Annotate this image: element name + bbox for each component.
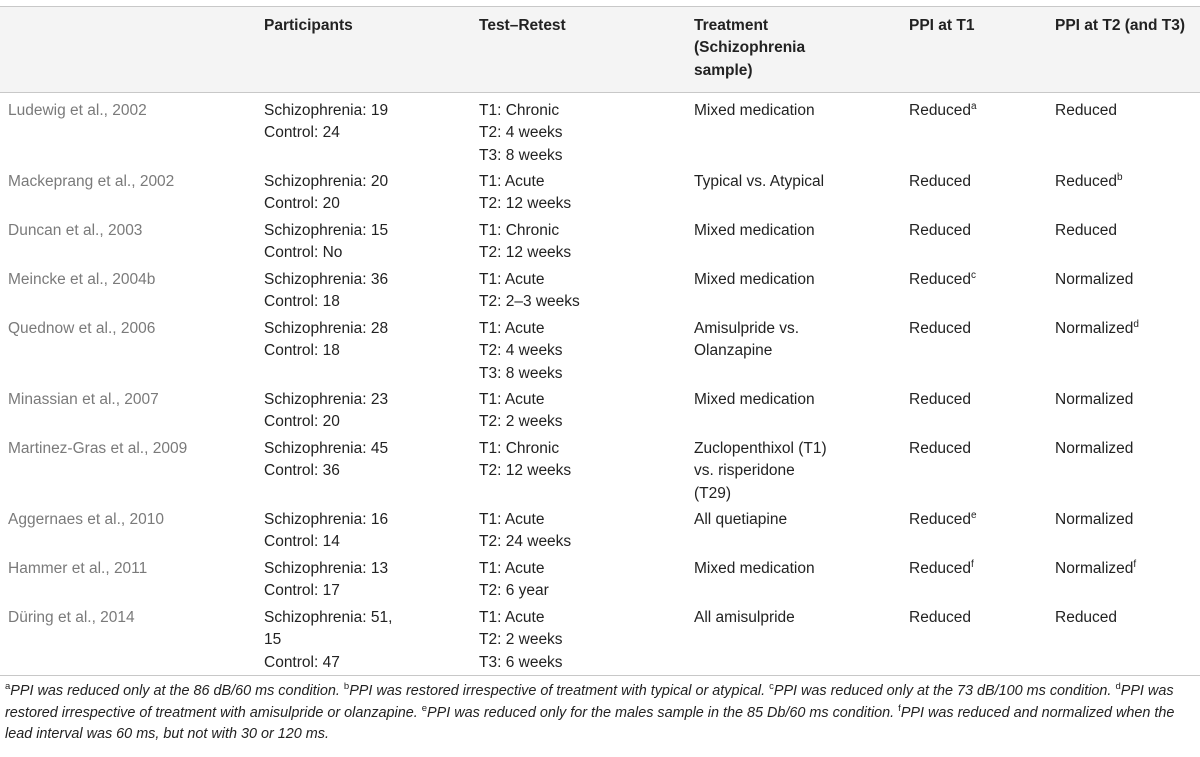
treatment-cell-line: All amisulpride (694, 609, 795, 626)
participants-cell (264, 100, 388, 145)
participants-cell-line: Control: 18 (264, 293, 340, 311)
test-retest-cell-line: T3: 8 weeks (479, 364, 563, 382)
ppi-t2-cell (1055, 607, 1117, 629)
test-retest-cell-line: T2: 12 weeks (479, 462, 572, 480)
footnote-text: PPI was reduced only for the males sample in the 85 Db/60 ms condition. (427, 704, 895, 721)
ppi-t1-cell (909, 607, 971, 629)
test-retest-cell-line: T1: Acute (479, 560, 545, 577)
footnote-mark: f (898, 702, 901, 714)
test-retest-cell (479, 171, 571, 216)
ppi-t1-cell-text: Reduced (909, 173, 972, 190)
treatment-cell-line: Zuclopenthixol (T1) (694, 440, 827, 457)
participants-cell (264, 318, 388, 363)
header-treatment (694, 15, 805, 82)
treatment-cell (694, 558, 815, 580)
ppi-t1-cell-text: Reduced (909, 391, 972, 408)
treatment-cell-line: Mixed medication (694, 222, 815, 239)
ppi-t2-cell-text: Reduced (1055, 222, 1118, 239)
test-retest-cell (479, 607, 563, 674)
table-footnotes (5, 681, 1197, 746)
participants-cell-line: Control: 18 (264, 342, 340, 360)
test-retest-cell (479, 220, 571, 265)
ppi-t2-cell (1055, 558, 1136, 580)
treatment-cell (694, 100, 815, 122)
study-citation: Meincke et al., 2004b (8, 271, 156, 288)
ppi-t2-cell (1055, 438, 1133, 460)
treatment-cell-line: vs. risperidone (694, 462, 795, 480)
treatment-cell (694, 607, 795, 629)
ppi-t1-cell-text: Reduced (909, 609, 972, 626)
header-bottom-rule (0, 92, 1200, 93)
treatment-cell (694, 220, 815, 242)
footnote-mark: e (421, 702, 428, 714)
ppi-t2-cell-text: Normalized (1055, 440, 1134, 457)
treatment-cell-line: Amisulpride vs. (694, 320, 800, 337)
study-citation: Ludewig et al., 2002 (8, 102, 147, 119)
ppi-t1-cell-text: Reduced (909, 560, 972, 577)
participants-cell (264, 509, 388, 554)
test-retest-cell-line: T1: Acute (479, 271, 545, 288)
participants-cell (264, 558, 388, 603)
test-retest-cell-line: T1: Acute (479, 173, 545, 190)
treatment-cell-line: Typical vs. Atypical (694, 173, 825, 190)
footnote-marker: d (1133, 319, 1139, 330)
participants-cell-line: Schizophrenia: 36 (264, 271, 389, 288)
test-retest-cell-line: T2: 12 weeks (479, 244, 572, 262)
footnote-marker: b (1117, 172, 1123, 183)
ppi-t1-cell-text: Reduced (909, 271, 972, 288)
participants-cell-line: Control: No (264, 244, 343, 262)
test-retest-cell-line: T2: 12 weeks (479, 195, 572, 213)
ppi-t2-cell (1055, 509, 1133, 531)
test-retest-cell-line: T2: 2–3 weeks (479, 293, 580, 311)
test-retest-cell (479, 438, 571, 483)
footnote-marker: e (971, 510, 977, 521)
participants-cell-line: Schizophrenia: 19 (264, 102, 389, 119)
footnote-mark: c (769, 681, 774, 692)
study-citation: Aggernaes et al., 2010 (8, 511, 164, 528)
participants-cell-line: Schizophrenia: 15 (264, 222, 389, 239)
footnote-marker: f (1133, 559, 1137, 570)
ppi-t2-cell (1055, 220, 1117, 242)
test-retest-cell (479, 558, 549, 603)
participants-cell-line: Schizophrenia: 45 (264, 440, 389, 457)
ppi-t1-cell (909, 269, 976, 291)
ppi-t1-cell-text: Reduced (909, 511, 972, 528)
treatment-cell-line: Mixed medication (694, 391, 815, 408)
test-retest-cell-line: T2: 2 weeks (479, 413, 563, 431)
ppi-t2-cell-text: Reduced (1055, 102, 1118, 119)
table-top-rule (0, 6, 1200, 7)
ppi-t1-cell-text: Reduced (909, 440, 972, 457)
study-citation: Minassian et al., 2007 (8, 391, 159, 408)
participants-cell-line: Control: 36 (264, 462, 340, 480)
treatment-cell (694, 171, 824, 193)
study-citation: Hammer et al., 2011 (8, 560, 148, 577)
treatment-cell (694, 269, 815, 291)
ppi-t2-cell (1055, 389, 1133, 411)
test-retest-cell-line: T3: 6 weeks (479, 653, 563, 671)
ppi-t2-cell-text: Reduced (1055, 173, 1118, 190)
treatment-cell-line: Mixed medication (694, 102, 815, 119)
test-retest-cell-line: T1: Chronic (479, 102, 560, 119)
participants-cell (264, 438, 388, 483)
ppi-t1-cell (909, 171, 971, 193)
test-retest-cell-line: T1: Acute (479, 609, 545, 626)
header-ppi-t1: PPI at T1 (909, 17, 975, 34)
study-citation: Quednow et al., 2006 (8, 320, 156, 337)
ppi-t1-cell (909, 389, 971, 411)
test-retest-cell-line: T2: 6 year (479, 582, 549, 600)
participants-cell-line: Schizophrenia: 51, (264, 609, 393, 626)
header-treatment-line: (Schizophrenia (694, 39, 806, 57)
ppi-t2-cell (1055, 171, 1123, 193)
ppi-t1-cell-text: Reduced (909, 320, 972, 337)
footnote-text: PPI was reduced only at the 73 dB/100 ms condition. (773, 683, 1112, 699)
participants-cell-line: Schizophrenia: 23 (264, 391, 389, 408)
participants-cell-line: Control: 47 (264, 653, 340, 671)
test-retest-cell (479, 269, 580, 314)
table-header-background (0, 6, 1200, 92)
participants-cell-line: Schizophrenia: 16 (264, 511, 389, 528)
ppi-t2-cell (1055, 318, 1139, 340)
participants-cell-line: Schizophrenia: 13 (264, 560, 389, 577)
test-retest-cell (479, 389, 563, 434)
treatment-cell (694, 509, 787, 531)
footnote-marker: a (971, 101, 977, 112)
test-retest-cell-line: T2: 2 weeks (479, 631, 563, 649)
footnote-mark: d (1115, 681, 1121, 692)
test-retest-cell-line: T1: Acute (479, 511, 545, 528)
header-participants: Participants (264, 17, 353, 34)
treatment-cell-line: Olanzapine (694, 342, 773, 360)
test-retest-cell-line: T1: Acute (479, 391, 545, 408)
header-ppi-t2: PPI at T2 (and T3) (1055, 17, 1186, 34)
table-bottom-rule (0, 675, 1200, 676)
footnote-text: PPI was reduced and normalized when the lead interval was 60 ms, but not with 30 or 120 ms. (5, 704, 1175, 742)
study-citation: Duncan et al., 2003 (8, 222, 143, 239)
header-treatment-line: sample) (694, 61, 753, 79)
participants-cell-line: Control: 17 (264, 582, 340, 600)
participants-cell (264, 607, 392, 674)
ppi-t2-cell-text: Normalized (1055, 560, 1134, 577)
test-retest-cell-line: T1: Chronic (479, 222, 560, 239)
ppi-t2-cell-text: Normalized (1055, 271, 1134, 288)
participants-cell-line: Schizophrenia: 20 (264, 173, 389, 190)
participants-cell (264, 389, 388, 434)
test-retest-cell (479, 100, 563, 167)
ppi-t1-cell (909, 438, 971, 460)
treatment-cell (694, 438, 827, 505)
ppi-t1-cell (909, 100, 977, 122)
treatment-cell-line: Mixed medication (694, 560, 815, 577)
test-retest-cell-line: T2: 4 weeks (479, 342, 563, 360)
ppi-t2-cell-text: Reduced (1055, 609, 1118, 626)
test-retest-cell-line: T3: 8 weeks (479, 146, 563, 164)
participants-cell-line: Control: 20 (264, 195, 340, 213)
footnote-text: PPI was reduced only at the 86 dB/60 ms condition. (10, 683, 340, 699)
study-citation: Mackeprang et al., 2002 (8, 173, 175, 190)
footnote-text: PPI was restored irrespective of treatment with amisulpride or olanzapine. (5, 683, 1174, 721)
footnote-mark: a (5, 681, 11, 692)
footnote-text: PPI was restored irrespective of treatment with typical or atypical. (349, 683, 766, 699)
test-retest-cell-line: T2: 4 weeks (479, 124, 563, 142)
ppi-t2-cell-text: Normalized (1055, 391, 1134, 408)
treatment-cell-line: All quetiapine (694, 511, 788, 528)
treatment-cell-line: (T29) (694, 484, 732, 502)
test-retest-cell-line: T2: 24 weeks (479, 533, 572, 551)
ppi-t1-cell (909, 509, 977, 531)
ppi-t1-cell-text: Reduced (909, 102, 972, 119)
test-retest-cell (479, 509, 571, 554)
test-retest-cell-line: T1: Chronic (479, 440, 560, 457)
footnote-marker: f (971, 559, 974, 570)
test-retest-cell (479, 318, 563, 385)
ppi-t2-cell-text: Normalized (1055, 320, 1134, 337)
footnote-mark: b (343, 681, 350, 692)
treatment-cell (694, 318, 799, 363)
treatment-cell-line: Mixed medication (694, 271, 815, 288)
ppi-t2-cell (1055, 269, 1133, 291)
participants-cell-line: Schizophrenia: 28 (264, 320, 389, 337)
participants-cell (264, 171, 388, 216)
header-test-retest: Test–Retest (479, 17, 566, 34)
participants-cell-line: 15 (264, 631, 282, 649)
ppi-t2-cell-text: Normalized (1055, 511, 1134, 528)
participants-cell-line: Control: 24 (264, 124, 340, 142)
ppi-t2-cell (1055, 100, 1117, 122)
footnote-marker: c (971, 270, 977, 281)
participants-cell-line: Control: 14 (264, 533, 340, 551)
participants-cell (264, 269, 388, 314)
ppi-t1-cell (909, 558, 974, 580)
participants-cell-line: Control: 20 (264, 413, 340, 431)
test-retest-cell-line: T1: Acute (479, 320, 545, 337)
ppi-t1-cell-text: Reduced (909, 222, 972, 239)
ppi-t1-cell (909, 220, 971, 242)
header-treatment-line: Treatment (694, 17, 769, 34)
participants-cell (264, 220, 388, 265)
treatment-cell (694, 389, 815, 411)
study-citation: Düring et al., 2014 (8, 609, 135, 626)
study-citation: Martinez-Gras et al., 2009 (8, 440, 188, 457)
ppi-t1-cell (909, 318, 971, 340)
